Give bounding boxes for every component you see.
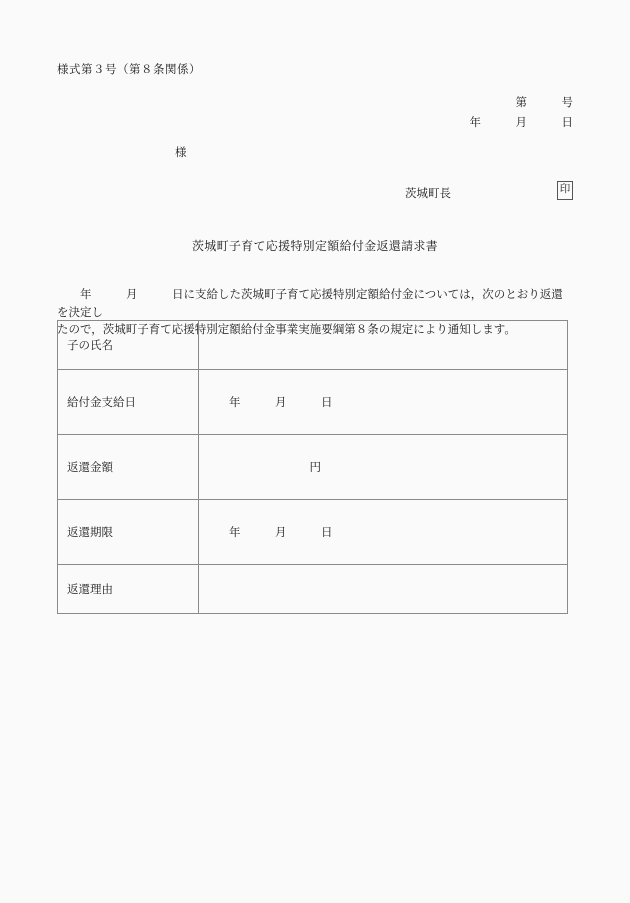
body-line: 年 月 日に支給した茨城町子育て応援特別定額給付金については，次のとおり返還を決定し <box>57 289 563 319</box>
table-row <box>58 500 568 565</box>
table-row <box>58 321 568 370</box>
row-label-return-deadline: 返還期限 <box>58 500 199 565</box>
table-row <box>58 565 568 614</box>
form-number-label: 様式第３号（第８条関係） <box>57 64 201 76</box>
row-label-return-reason: 返還理由 <box>58 565 199 614</box>
document-number-line: 第 号 <box>515 97 573 109</box>
table-row <box>58 435 568 500</box>
document-meta-block <box>470 93 574 133</box>
row-value-text: 年 月 日 <box>229 527 333 539</box>
table-row <box>58 370 568 435</box>
return-claim-table <box>57 320 568 614</box>
row-value-child-name[interactable] <box>199 321 568 370</box>
addressee-honorific: 様 <box>175 147 187 159</box>
row-value-payment-date[interactable] <box>199 370 568 435</box>
row-label-child-name: 子の氏名 <box>58 321 199 370</box>
seal-stamp-icon: 印 <box>557 181 573 200</box>
issuer-block <box>405 184 573 204</box>
row-value-text: 円 <box>229 462 321 474</box>
page-title: 茨城町子育て応援特別定額給付金返還請求書 <box>191 239 438 253</box>
row-label-payment-date: 給付金支給日 <box>58 370 199 435</box>
body-line: たので，茨城町子育て応援特別定額給付金事業実施要綱第８条の規定により通知します。 <box>57 324 516 336</box>
row-label-return-amount: 返還金額 <box>58 435 199 500</box>
document-date-line: 年 月 日 <box>469 117 573 129</box>
row-value-return-reason[interactable] <box>199 565 568 614</box>
row-value-text: 年 月 日 <box>229 397 333 409</box>
issuer-name: 茨城町長 <box>405 188 451 200</box>
row-value-return-deadline[interactable] <box>199 500 568 565</box>
row-value-return-amount[interactable] <box>199 435 568 500</box>
